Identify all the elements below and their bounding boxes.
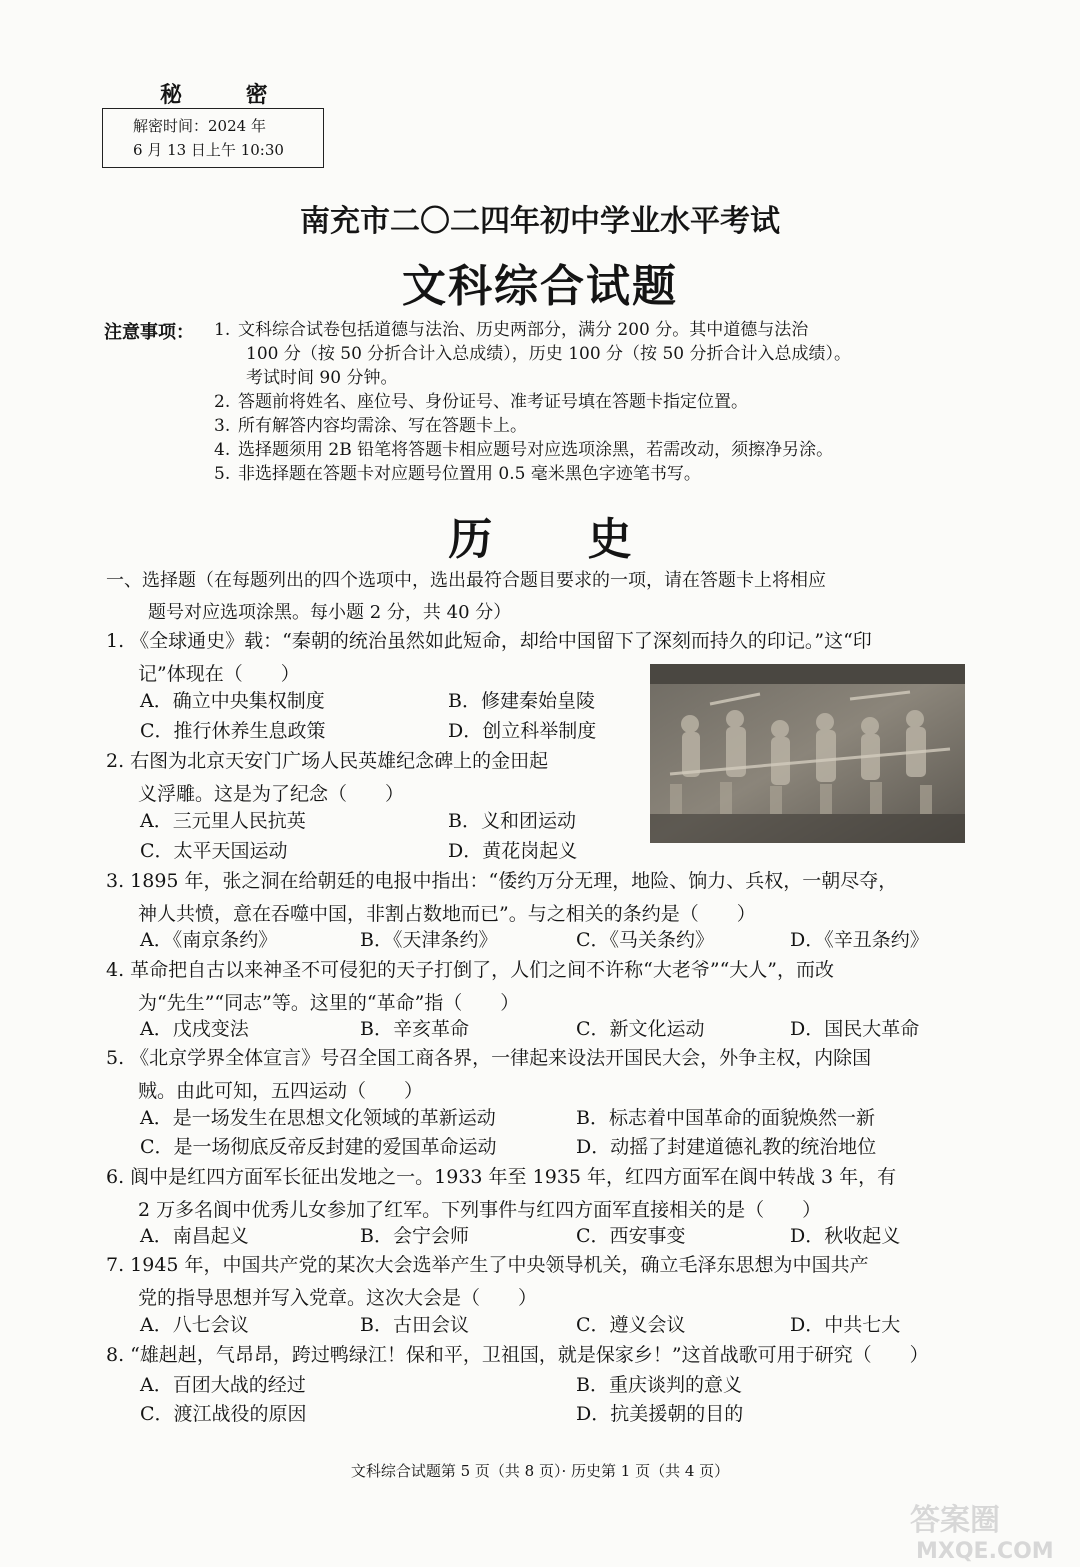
option-b: B．修建秦始皇陵 [448, 690, 595, 712]
question-4 [106, 955, 834, 1015]
option-b: B．古田会议 [360, 1314, 469, 1336]
question-text: 记”体现在（ ） [138, 663, 300, 685]
note-1 [214, 318, 851, 390]
option-d: D．动摇了封建道德礼教的统治地位 [576, 1136, 877, 1158]
note-text: 非选择题在答题卡对应题号位置用 0.5 毫米黑色字迹笔书写。 [238, 464, 701, 484]
note-2 [214, 390, 748, 414]
option-c: C．新文化运动 [576, 1018, 705, 1040]
note-4 [214, 438, 833, 462]
option-c: C．遵义会议 [576, 1314, 686, 1336]
option-d: D．抗美援朝的目的 [576, 1403, 744, 1425]
svg-text:答案圈: 答案圈 [910, 1503, 1000, 1538]
question-text: 党的指导思想并写入党章。这次大会是（ ） [138, 1287, 538, 1309]
option-a: A．确立中央集权制度 [140, 690, 325, 712]
part1-line-2: 题号对应选项涂黑。每小题 2 分，共 40 分） [148, 602, 512, 623]
question-text: 神人共愤，意在吞噬中国，非割占数地而已”。与之相关的条约是（ ） [138, 903, 756, 925]
section-title: 历 史 [448, 514, 672, 565]
exam-title: 南充市二〇二四年初中学业水平考试 [300, 204, 780, 239]
option-b: B．重庆谈判的意义 [576, 1374, 742, 1396]
question-text: 2. 右图为北京天安门广场人民英雄纪念碑上的金田起 [106, 750, 549, 772]
part1-heading [106, 566, 826, 624]
note-5 [214, 462, 701, 486]
option-b: B．义和团运动 [448, 810, 576, 832]
note-text: 文科综合试卷包括道德与法治、历史两部分，满分 200 分。其中道德与法治 [238, 320, 809, 340]
jintian-uprising-relief-image [650, 664, 965, 843]
option-a: A．百团大战的经过 [140, 1374, 306, 1396]
question-text: 2 万多名阆中优秀儿女参加了红军。下列事件与红四方面军直接相关的是（ ） [138, 1199, 822, 1221]
option-d: D．秋收起义 [790, 1225, 901, 1247]
question-3 [106, 866, 897, 926]
notes-label: 注意事项： [104, 322, 194, 343]
note-number: 5. [214, 464, 231, 484]
option-d: D．黄花岗起义 [448, 840, 578, 862]
note-text: 100 分（按 50 分折合计入总成绩），历史 100 分（按 50 分折合计入总成绩）。 [246, 344, 851, 364]
part1-line-1: 一、选择题（在每题列出的四个选项中，选出最符合题目要求的一项，请在答题卡上将相应 [106, 570, 826, 591]
option-a: A．戊戌变法 [140, 1018, 249, 1040]
option-c: C．太平天国运动 [140, 840, 288, 862]
note-3 [214, 414, 527, 438]
option-b: B．标志着中国革命的面貌焕然一新 [576, 1107, 875, 1129]
note-number: 4. [214, 440, 231, 460]
option-a: A．《南京条约》 [140, 929, 278, 951]
question-text: 4. 革命把自古以来神圣不可侵犯的天子打倒了，人们之间不许称“大老爷”“大人”，而改 [106, 959, 835, 981]
declass-line-2: 6 月 13 日上午 10:30 [133, 141, 284, 159]
svg-text:MXQE.COM: MXQE.COM [916, 1539, 1054, 1562]
question-5 [106, 1043, 871, 1103]
option-c: C．是一场彻底反帝反封建的爱国革命运动 [140, 1136, 497, 1158]
question-text: 6. 阆中是红四方面军长征出发地之一。1933 年至 1935 年，红四方面军在阆中转战 3 年，有 [106, 1166, 897, 1188]
option-b: B．会宁会师 [360, 1225, 469, 1247]
option-d: D．国民大革命 [790, 1018, 920, 1040]
option-c: C．西安事变 [576, 1225, 686, 1247]
question-8 [106, 1340, 929, 1367]
option-c: C．推行休养生息政策 [140, 720, 326, 742]
note-number: 2. [214, 392, 231, 412]
watermark-logo [906, 1496, 1064, 1562]
note-text: 答题前将姓名、座位号、身份证号、准考证号填在答题卡指定位置。 [238, 392, 748, 412]
option-c: C．《马关条约》 [576, 929, 715, 951]
page-footer: 文科综合试题第 5 页（共 8 页）· 历史第 1 页（共 4 页） [350, 1462, 730, 1480]
question-text: 7. 1945 年，中国共产党的某次大会选举产生了中央领导机关，确立毛泽东思想为中国共产 [106, 1254, 869, 1276]
option-b: B．《天津条约》 [360, 929, 498, 951]
option-b: B．辛亥革命 [360, 1018, 469, 1040]
main-title: 文科综合试题 [402, 261, 678, 312]
question-text: 贼。由此可知，五四运动（ ） [138, 1080, 424, 1102]
question-text: 3. 1895 年，张之洞在给朝廷的电报中指出：“倭约万分无理，地险、饷力、兵权，一朝尽夺， [106, 870, 898, 892]
declassification-box [102, 108, 324, 168]
option-c: C．渡江战役的原因 [140, 1403, 307, 1425]
question-7 [106, 1250, 869, 1310]
question-text: 义浮雕。这是为了纪念（ ） [138, 783, 405, 805]
question-6 [106, 1162, 896, 1222]
option-d: D．创立科举制度 [448, 720, 597, 742]
option-a: A．南昌起义 [140, 1225, 249, 1247]
option-a: A．八七会议 [140, 1314, 249, 1336]
question-text: 1. 《全球通史》载：“秦朝的统治虽然如此短命，却给中国留下了深刻而持久的印记。”这“印 [106, 630, 872, 652]
note-number: 3. [214, 416, 231, 436]
secret-label: 秘 密 [160, 82, 296, 108]
declass-line-1: 解密时间：2024 年 [133, 117, 266, 135]
question-text: 为“先生”“同志”等。这里的“革命”指（ ） [138, 992, 520, 1014]
option-a: A．是一场发生在思想文化领域的革新运动 [140, 1107, 496, 1129]
question-2 [106, 746, 548, 806]
option-a: A．三元里人民抗英 [140, 810, 306, 832]
note-number: 1. [214, 320, 231, 340]
option-d: D．《辛丑条约》 [790, 929, 929, 951]
question-text: 8. “雄赳赳，气昂昂，跨过鸭绿江！保和平，卫祖国，就是保家乡！”这首战歌可用于研究（ ） [106, 1344, 929, 1366]
option-d: D．中共七大 [790, 1314, 901, 1336]
note-text: 所有解答内容均需涂、写在答题卡上。 [238, 416, 527, 436]
note-text: 考试时间 90 分钟。 [246, 368, 398, 388]
note-text: 选择题须用 2B 铅笔将答题卡相应题号对应选项涂黑，若需改动，须擦净另涂。 [238, 440, 834, 460]
question-text: 5. 《北京学界全体宣言》号召全国工商各界，一律起来设法开国民大会，外争主权，内除国 [106, 1047, 872, 1069]
